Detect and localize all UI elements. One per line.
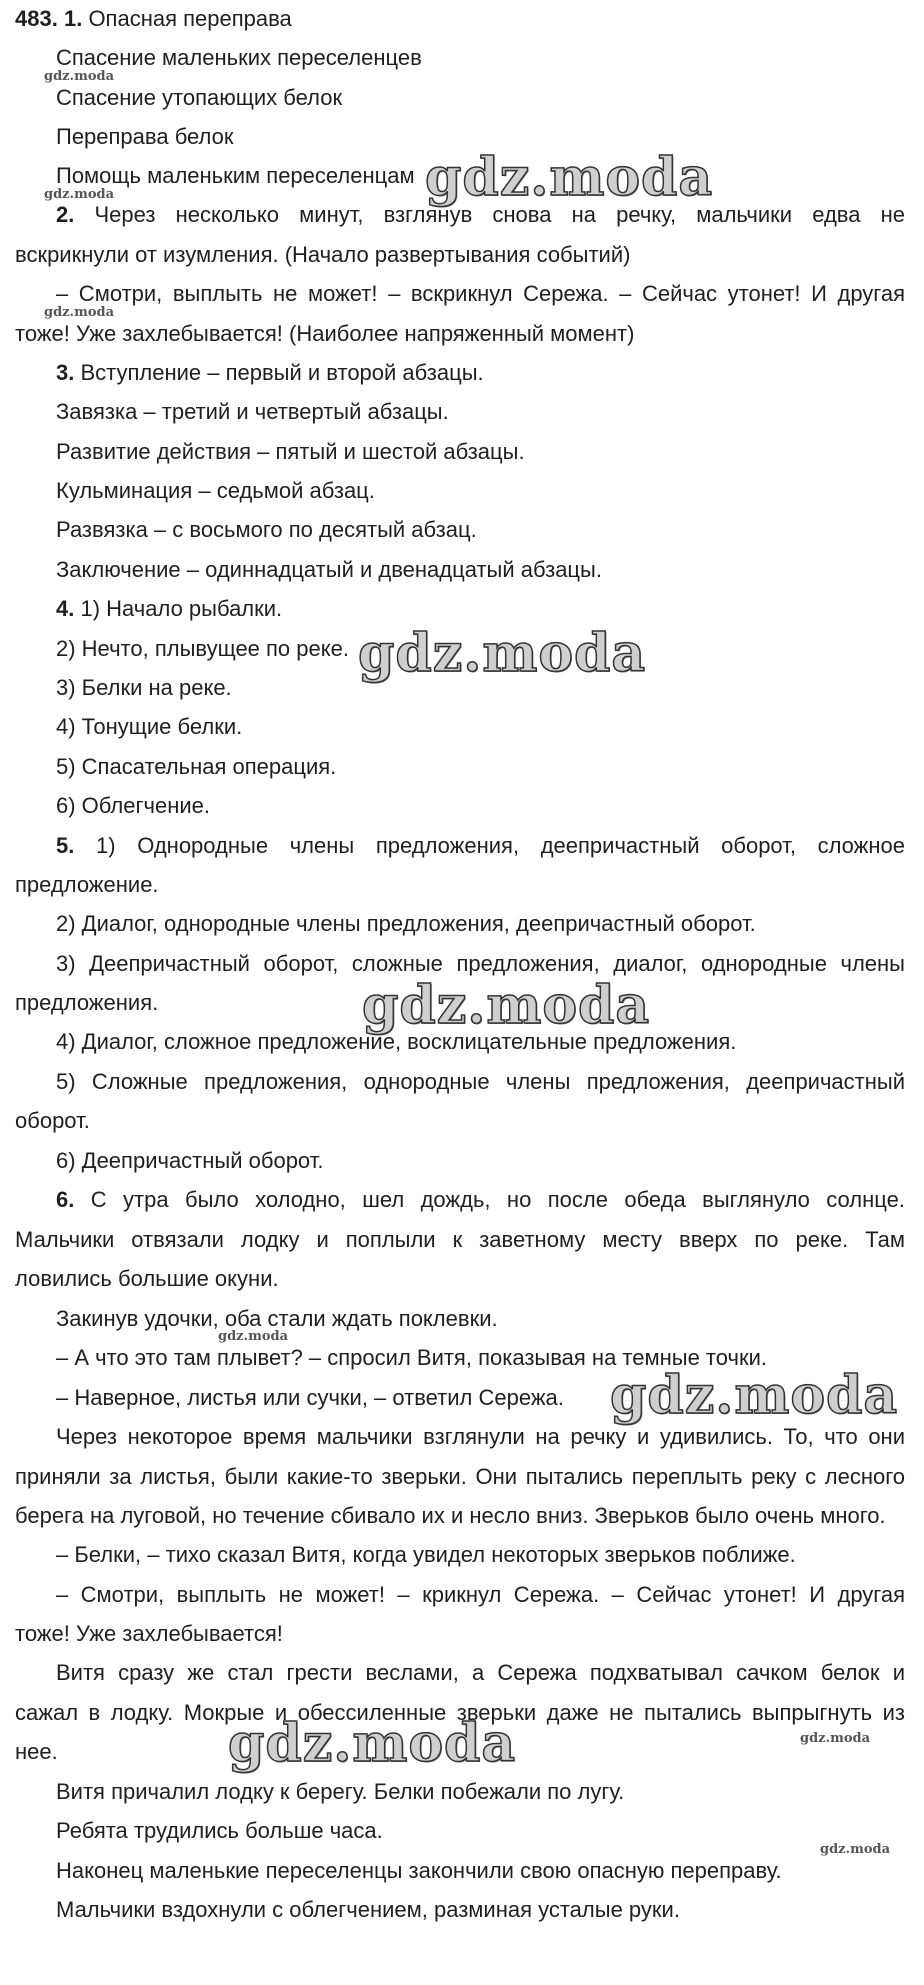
watermark-logo: gdz.moda [358,623,647,684]
part-6-line: Ребята трудились больше часа. [56,1818,383,1843]
part-5-line: предложения. [15,990,159,1015]
part-2-line: – Смотри, выплыть не может! – вскрикнул Сережа. – Сейчас утонет! И другая [56,281,905,306]
part-6-line: Наконец маленькие переселенцы закончили свою опасную переправу. [56,1858,782,1883]
part-5-line: 5) Сложные предложения, однородные члены предложения, деепричастный [56,1069,905,1094]
part-4-line: 2) Нечто, плывущее по реке. [56,636,349,661]
part-5-line: 6) Деепричастный оборот. [56,1148,324,1173]
watermark-small: gdz.moda [820,1842,891,1857]
watermark-logo: gdz.moda [425,147,714,208]
part-6-line: – Белки, – тихо сказал Витя, когда увидел некоторых зверьков поближе. [56,1542,796,1567]
part-4-line: 6) Облегчение. [56,793,210,818]
part-5-line: предложение. [15,872,159,897]
title-option: Переправа белок [56,124,234,149]
part-6-line: 6. С утра было холодно, шел дождь, но после обеда выглянуло солнце. [56,1187,905,1212]
part-6-line: – Смотри, выплыть не может! – крикнул Сережа. – Сейчас утонет! И другая [56,1582,905,1607]
part-6-line: – А что это там плывет? – спросил Витя, показывая на темные точки. [56,1345,767,1370]
title-option: Помощь маленьким переселенцам [56,163,415,188]
part-4-line: 4) Тонущие белки. [56,714,243,739]
watermark-small: gdz.moda [44,69,115,84]
part-6-line: Витя причалил лодку к берегу. Белки побежали по лугу. [56,1779,625,1804]
part-2-line: 2. Через несколько минут, взглянув снова на речку, мальчики едва не [56,202,905,227]
part-5-line: оборот. [15,1108,90,1133]
part-3-line: 3. Вступление – первый и второй абзацы. [56,360,484,385]
part-6-line: Витя сразу же стал грести веслами, а Сережа подхватывал сачком белок и [56,1660,905,1685]
watermark-small: gdz.moda [44,187,115,202]
part-3-line: Заключение – одиннадцатый и двенадцатый абзацы. [56,557,602,582]
part-4-line: 3) Белки на реке. [56,675,232,700]
watermark-logo: gdz.moda [228,1713,517,1774]
exercise-header-line [15,7,292,31]
part-5-line: 2) Диалог, однородные члены предложения, деепричастный оборот. [56,911,756,936]
title-option: Спасение утопающих белок [56,85,343,110]
part-5-line: 5. 1) Однородные члены предложения, деепричастный оборот, сложное [56,833,905,858]
part-1-number: 1. [63,6,83,31]
part-3-line: Развитие действия – пятый и шестой абзацы. [56,439,525,464]
part-6-line: нее. [15,1739,58,1764]
part-3-line: Кульминация – седьмой абзац. [56,478,375,503]
part-2-line: тоже! Уже захлебывается! (Наиболее напряженный момент) [15,321,635,346]
part-6-line: – Наверное, листья или сучки, – ответил Сережа. [56,1385,564,1410]
part-3-line: Завязка – третий и четвертый абзацы. [56,399,449,424]
part-2-number: 2. [56,202,75,227]
part-6-line: берега на луговой, но течение сбивало их и несло вниз. Зверьков было очень много. [15,1503,886,1528]
part-5-number: 5. [56,833,75,858]
part-6-line: приняли за листья, были какие-то зверьки. Они пытались переплыть реку с лесного [15,1464,905,1489]
part-3-line: Развязка – с восьмого по десятый абзац. [56,517,477,542]
watermark-small: gdz.moda [44,305,115,320]
part-6-number: 6. [56,1187,75,1212]
part-6-line: Мальчики вздохнули с облегчением, разминая усталые руки. [56,1897,680,1922]
watermark-logo: gdz.moda [610,1365,899,1426]
watermark-small: gdz.moda [800,1731,871,1746]
exercise-number: 483. [15,6,58,31]
part-6-line: сажал в лодку. Мокрые и обессиленные зверьки даже не пытались выпрыгнуть из [15,1700,905,1725]
part-5-line: 4) Диалог, сложное предложение, восклицательные предложения. [56,1029,737,1054]
title-option: Опасная переправа [88,6,292,31]
part-6-line: тоже! Уже захлебывается! [15,1621,283,1646]
watermark-logo: gdz.moda [362,975,651,1036]
part-4-line: 5) Спасательная операция. [56,754,337,779]
part-4-line: 4. 1) Начало рыбалки. [56,596,283,621]
watermark-small: gdz.moda [218,1329,289,1344]
part-5-line: 3) Деепричастный оборот, сложные предложения, диалог, однородные члены [56,951,905,976]
title-option: Спасение маленьких переселенцев [56,45,422,70]
part-2-line: вскрикнули от изумления. (Начало развертывания событий) [15,242,631,267]
part-6-line: Закинув удочки, оба стали ждать поклевки. [56,1306,498,1331]
part-6-line: ловились большие окуни. [15,1266,279,1291]
part-6-line: Через некоторое время мальчики взглянули на речку и удивились. То, что они [56,1424,905,1449]
part-6-line: Мальчики отвязали лодку и поплыли к заветному месту вверх по реке. Там [15,1227,905,1252]
part-4-number: 4. [56,596,75,621]
part-3-number: 3. [56,360,75,385]
